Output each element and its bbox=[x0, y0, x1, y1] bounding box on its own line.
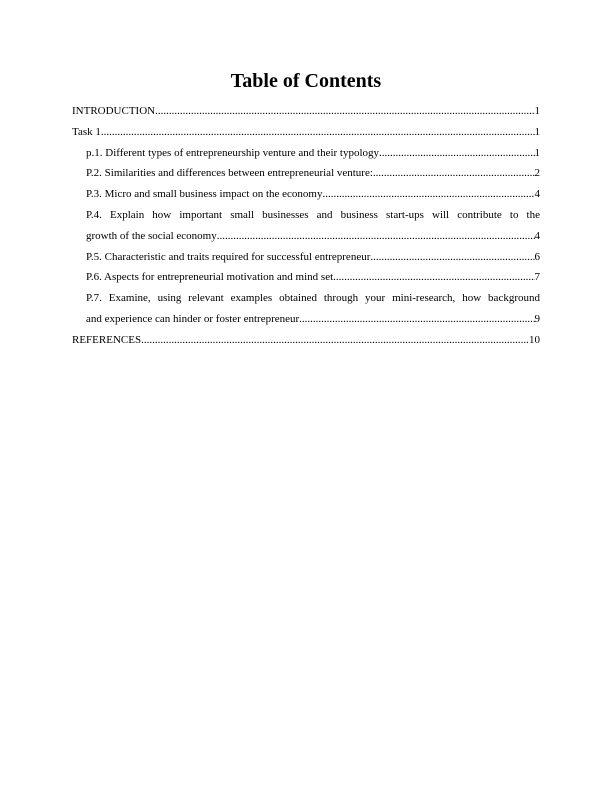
toc-entry-p3[interactable] bbox=[72, 184, 540, 205]
toc-title: Table of Contents bbox=[230, 70, 382, 92]
toc-entry-p4[interactable] bbox=[72, 205, 540, 247]
toc-page-number: 10 bbox=[529, 333, 540, 346]
toc-leader-dots bbox=[141, 330, 529, 351]
toc-page-number: 2 bbox=[534, 167, 540, 180]
toc-entry-references[interactable] bbox=[72, 330, 540, 351]
toc-entry-text: p.1. Different types of entrepreneurship venture and their typology bbox=[86, 146, 380, 159]
toc-entry-task-1[interactable] bbox=[72, 122, 540, 143]
toc-entry-p2[interactable] bbox=[72, 163, 540, 184]
toc-leader-dots bbox=[379, 143, 534, 164]
toc-leader-dots bbox=[370, 247, 534, 268]
toc-leader-dots bbox=[101, 122, 535, 143]
toc-entry-p7[interactable] bbox=[72, 288, 540, 330]
toc-entry-text-line-1: P.4. Explain how important small businesses and business start-ups will contribute to the bbox=[86, 208, 540, 221]
toc-page-number: 7 bbox=[534, 271, 540, 284]
toc-leader-dots bbox=[217, 226, 535, 247]
toc-entry-text: P.5. Characteristic and traits required for successful entrepreneur bbox=[86, 250, 371, 263]
toc-entry-text-line-2: and experience can hinder or foster entrepreneur bbox=[86, 312, 300, 325]
toc-leader-dots bbox=[155, 101, 534, 122]
toc-entry-text: P.6. Aspects for entrepreneurial motivation and mind set bbox=[86, 271, 334, 284]
toc-entry-text-line-1: P.7. Examine, using relevant examples obtained through your mini-research, how background bbox=[86, 292, 540, 305]
toc-page-number: 4 bbox=[534, 229, 540, 242]
toc-entry-text: P.3. Micro and small business impact on the economy bbox=[86, 188, 323, 201]
toc-entry-text: P.2. Similarities and differences between entrepreneurial venture: bbox=[86, 167, 373, 180]
toc-entry-text-line-2: growth of the social economy bbox=[86, 229, 217, 242]
toc-page-number: 1 bbox=[534, 146, 540, 159]
toc-entry-text: Task 1 bbox=[72, 125, 101, 138]
toc-leader-dots bbox=[333, 267, 534, 288]
toc-entry-p6[interactable] bbox=[72, 267, 540, 288]
toc-entry-p5[interactable] bbox=[72, 247, 540, 268]
toc-entry-p1[interactable] bbox=[72, 143, 540, 164]
table-of-contents bbox=[72, 101, 540, 351]
toc-leader-dots bbox=[299, 309, 534, 330]
toc-leader-dots bbox=[322, 184, 534, 205]
toc-page-number: 1 bbox=[534, 105, 540, 117]
toc-leader-dots bbox=[373, 163, 535, 184]
toc-page-number: 1 bbox=[534, 125, 540, 138]
toc-page-number: 4 bbox=[534, 188, 540, 201]
toc-page-number: 6 bbox=[534, 250, 540, 263]
toc-entry-text: REFERENCES bbox=[72, 333, 142, 346]
toc-entry-introduction[interactable] bbox=[72, 101, 540, 122]
toc-entry-text: INTRODUCTION bbox=[72, 105, 156, 117]
toc-page-number: 9 bbox=[534, 312, 540, 325]
